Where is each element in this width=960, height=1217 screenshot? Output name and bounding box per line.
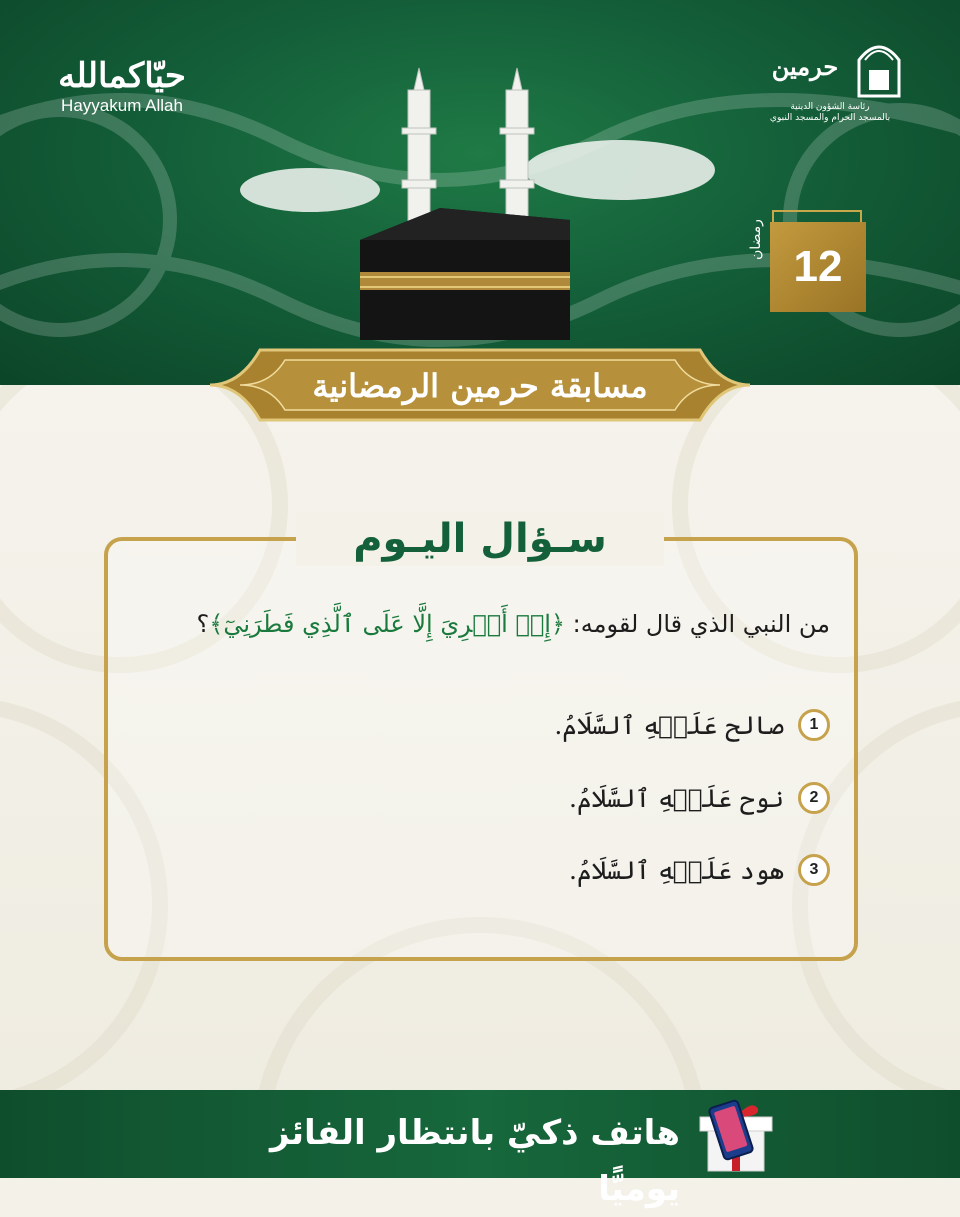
kaaba-illustration xyxy=(230,50,750,350)
answer-option-3[interactable] xyxy=(520,850,830,890)
footer-bottom-strip xyxy=(0,1178,960,1200)
question-mark: ؟ xyxy=(196,610,210,638)
question-text xyxy=(140,604,830,644)
header xyxy=(0,0,960,385)
answer-option-1[interactable] xyxy=(520,705,830,745)
option-number-badge: 3 xyxy=(798,854,830,886)
answer-option-2[interactable] xyxy=(520,778,830,818)
day-month-label: رمضان xyxy=(748,219,764,261)
cloud-left xyxy=(240,168,380,212)
banner-title: مسابقة حرمين الرمضانية xyxy=(312,367,648,405)
prize-text: هاتف ذكيّ بانتظار الفائز يوميًّا xyxy=(270,1113,680,1209)
cloud-right xyxy=(525,140,715,200)
logo-latin-text: Hayyakum Allah xyxy=(61,96,183,115)
minaret-right xyxy=(500,68,534,230)
mosque-emblem-icon xyxy=(853,30,905,100)
minaret-left xyxy=(402,68,436,230)
option-number-badge: 2 xyxy=(798,782,830,814)
question-prefix: من النبي الذي قال لقومه: xyxy=(565,610,830,638)
day-number: 12 xyxy=(793,242,843,291)
logo-subtitle-line1: رئاسة الشؤون الدينية xyxy=(790,102,870,112)
day-badge xyxy=(770,222,866,312)
hayyakum-allah-logo xyxy=(52,58,192,116)
option-text: هود عَلَيۡهِ ٱلسَّلَامُ. xyxy=(569,855,784,885)
haramain-logo xyxy=(755,30,910,130)
option-number-badge: 1 xyxy=(798,709,830,741)
logo-title: حرمين xyxy=(771,52,839,81)
logo-subtitle-line2: بالمسجد الحرام والمسجد النبوي xyxy=(769,113,891,123)
gift-phone-icon xyxy=(690,1095,780,1175)
option-text: نوح عَلَيۡهِ ٱلسَّلَامُ. xyxy=(569,783,784,813)
logo-subtitle xyxy=(755,102,905,124)
logo-calligraphy: حيّاكمالله xyxy=(58,56,186,96)
question-card xyxy=(104,537,858,961)
option-text: صالح عَلَيۡهِ ٱلسَّلَامُ. xyxy=(554,710,784,740)
question-title: سـؤال اليـوم xyxy=(296,512,664,566)
kaaba xyxy=(360,208,570,340)
question-verse: ﴿إِنۡ أَجۡرِيَ إِلَّا عَلَى ٱلَّذِي فَطَرَنِيٓ﴾ xyxy=(209,610,566,638)
